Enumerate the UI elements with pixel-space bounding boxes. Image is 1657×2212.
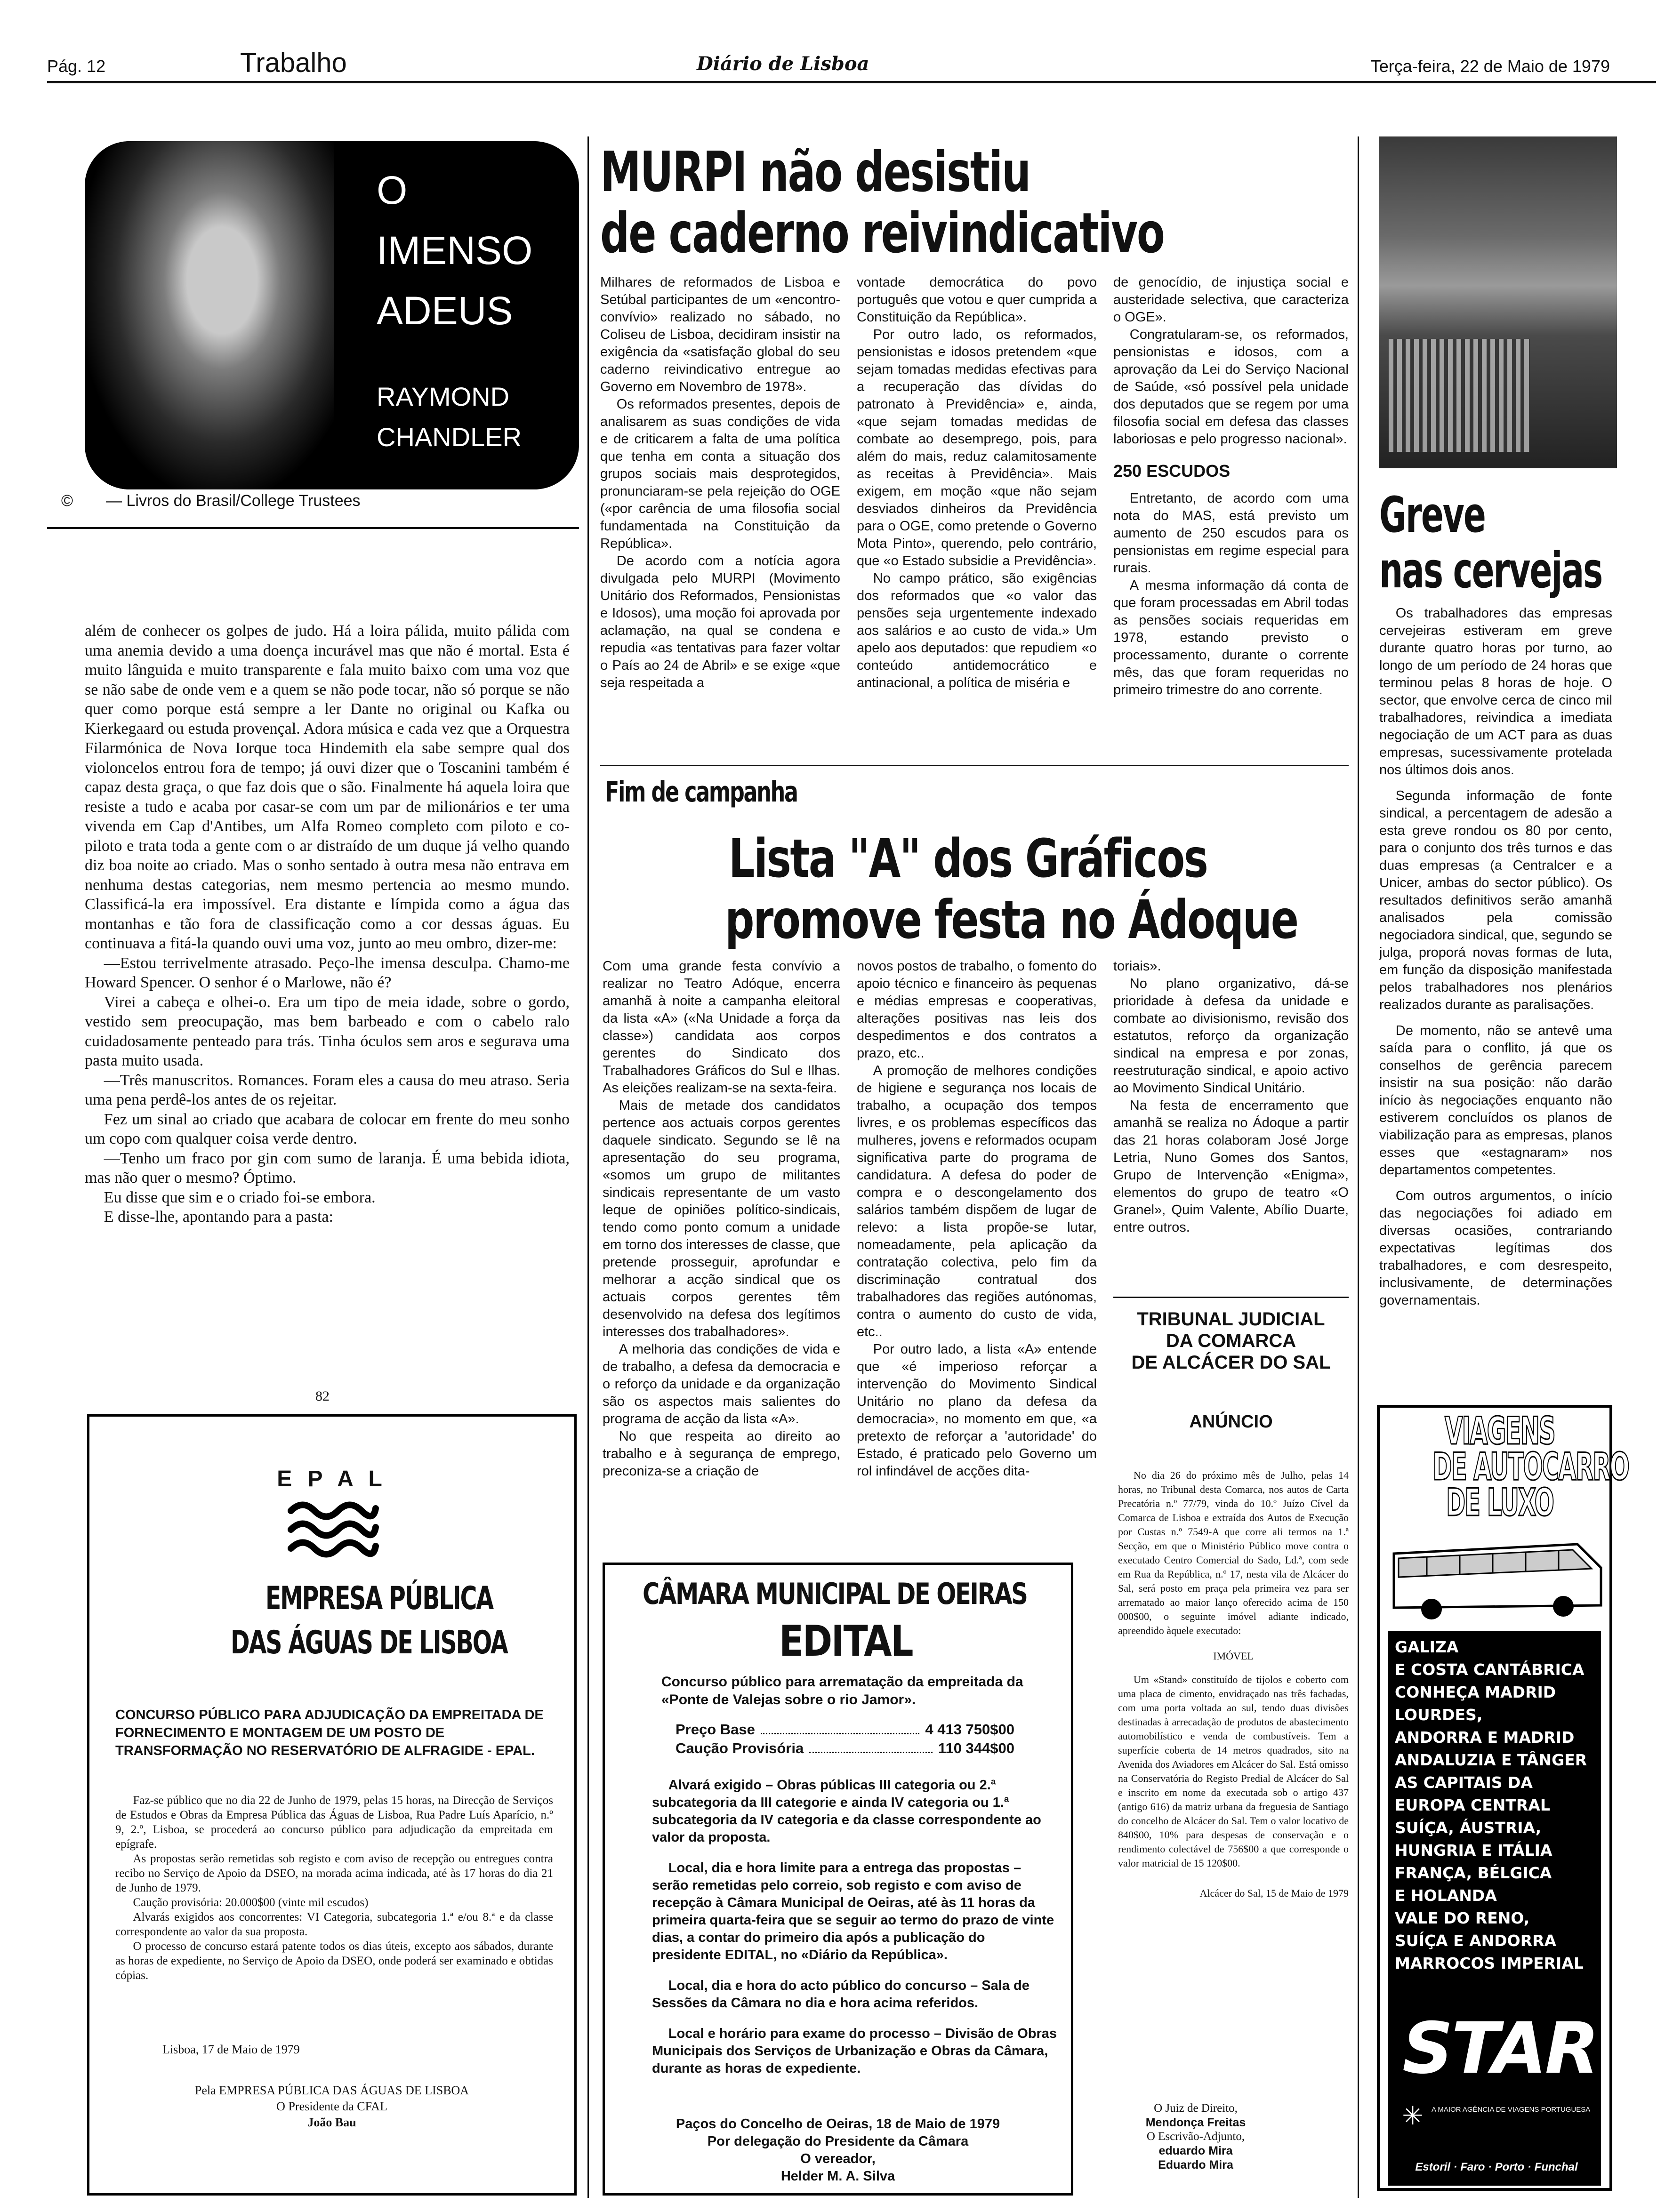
star-places: Estoril · Faro · Porto · Funchal — [1415, 2161, 1578, 2173]
oeiras-title: CÂMARA MUNICIPAL DE OEIRAS — [643, 1577, 1027, 1611]
graficos-col-2: novos postos de trabalho, o fomento do apoio técnico e financeiro às pequenas e médias empresas e cooperativas, alterações positivas nas leis dos despedimentos e dos contratos a prazo, etc.. A promoção de melhores condições de higiene e segurança nos locais de trabalho, a ocupação dos tempos livres, e os problemas específicos das mulheres, jovens e reformados ocupam significativa parte do programa de candidatura. A defesa do poder de compra e o descongelamento dos salários também dispõem de lugar de relevo: a lista propõe-se lutar, nomeadamente, pela aplicação da contratação colectiva, pelo fim da discriminação contratual dos trabalhadores das regiões autónomas, contra o aumento do custo de vida, etc.. Por outro lado, a lista «A» entende que «é imperioso reforçar a intervenção do Movimento Sindical Unitário no plano da defesa da democracia», no momento em que, «a pretexto de reforçar a 'autoridade' do Estado, é praticado pelo Governo um rol infindável de acções dita- — [857, 959, 1097, 1479]
epal-notice — [87, 1414, 577, 2196]
copyright-icon: © — [61, 492, 73, 510]
excerpt-folio: 82 — [315, 1388, 330, 1404]
issue-date: Terça-feira, 22 de Maio de 1979 — [1370, 56, 1610, 76]
murpi-headline: MURPI não desistiu de caderno reivindicativo — [600, 139, 1164, 265]
greve-headline: Greve nas cervejas — [1379, 486, 1602, 599]
chandler-credit: © — Livros do Brasil/College Trustees — [61, 492, 361, 510]
greve-article: Os trabalhadores das empresas cervejeiras estiveram em greve durante quatro horas por turno, ao longo de um período de 24 horas que terminou pelas 8 horas de hoje. O sector, que envolve cerca de cinco mil trabalhadores, reivindica a imediata negociação de um ACT para as duas empresas, sucessivamente protelada nos últimos dois anos. Segunda informação de fonte sindical, a percentagem de adesão a esta greve rondou os 80 por cento, para o conjunto dos três turnos e das duas empresas (a Centralcer e a Unicer, ambas do sector público). Os resultados definitivos serão amanhã analisados pela comissão negociadora sindical, que, segundo se julga, proporá novas formas de luta, em função da disposição manifestada pelos trabalhadores nos plenários realizados durante as paralisações. De momento, não se antevê uma saída para o conflito, já que os conselhos de gerência parecem insistir na sua posição: não darão início às negociações enquanto não estiverem concluídos os planos de viabilização para as empresas, planos esses que «estagnaram» nos departamentos competentes. Com outros argumentos, o início das negociações foi adiado em diversas ocasiões, contrariando expectativas legítimas dos trabalhadores, e com desrespeito, inclusivamente, de determinações governamentais. — [1379, 606, 1612, 1308]
brewery-photo — [1379, 136, 1617, 468]
epal-date: Lisboa, 17 de Maio de 1979 — [162, 2043, 300, 2056]
author-portrait — [85, 141, 334, 489]
chandler-author: RAYMOND CHANDLER — [377, 382, 522, 452]
murpi-col-2: vontade democrática do povo português que votou e quer cumprida a Constituição da República». Por outro lado, os reformados, pensionistas e idosos pretendem «que sejam tomadas medidas efectivas para a recuperação das dívidas do patronato à Previdência» e, ainda, «que sejam tomadas medidas de combate ao desemprego, pois, para além do mais, reduz calamitosamente as receitas à Previdência». Mais exigem, em moção «que não sejam desviados dinheiros da Previdência para o OGE, como pretende o Governo Mota Pinto», querendo, pelo contrário, que «o Estado subsidie a Previdência». No campo prático, são exigências dos reformados que «o valor das pensões seja urgentemente indexado aos salários e ao custo de vida.» Um apelo aos deputados: que repudiem «o conteúdo antidemocrático e antinacional, a política de miséria e — [857, 275, 1097, 690]
oeiras-intro: Concurso público para arrematação da empreitada da «Ponte de Valejas sobre o rio Jamor». — [661, 1674, 1023, 1707]
star-logo: STAR — [1402, 2008, 1598, 2090]
water-waves-icon — [286, 1499, 380, 1563]
header-rule — [47, 81, 1656, 83]
epal-body: Faz-se público que no dia 22 de Junho de 1979, pelas 15 horas, na Direcção de Serviços de Estudos e Obras da Empresa Pública das Águas de Lisboa, Rua Padre Luís Aparício, n.º 9, 2.º, Lisboa, se procederá ao concurso público para adjudicação da empreitada em epígrafe. As propostas serão remetidas sob registo e com aviso de recepção ou entregues contra recibo no Serviço de Apoio da DSEO, na morada acima indicada, até às 17 horas do dia 21 de Junho de 1979. Caução provisória: 20.000$00 (vinte mil escudos) Alvarás exigidos aos concorrentes: VI Categoria, subcategoria 1.ª e/ou 8.ª e da classe correspondente ao valor da sua proposta. O processo de concurso estará patente todos os dias úteis, excepto aos sábados, durante as horas de expediente, no Serviço de Apoio da DSEO, onde poderá ser examinado e obtidas cópias. — [115, 1794, 553, 1982]
murpi-subhead: 250 ESCUDOS — [1113, 461, 1231, 481]
tribunal-anuncio: ANÚNCIO — [1189, 1412, 1273, 1432]
chandler-rule — [47, 527, 579, 529]
epal-signature: Pela EMPRESA PÚBLICA DAS ÁGUAS DE LISBOA O Presidente da CFAL João Bau — [194, 2084, 469, 2129]
star-icon: ✳ — [1402, 2102, 1424, 2130]
chandler-banner — [85, 141, 579, 489]
graficos-col-1: Com uma grande festa convívio a realizar no Teatro Adóque, encerra amanhã à noite a campanha eleitoral da lista «A» («Na Unidade a força da classe») candidata aos corpos gerentes do Sindicato dos Trabalhadores Gráficos do Sul e Ilhas. As eleições realizam-se na sexta-feira. Mais de metade dos candidatos pertence aos actuais corpos gerentes daquele sindicato. Segundo se lê na apresentação do seu programa, «somos um grupo de militantes sindicais representante de um vasto leque de opiniões político-sindicais, tendo como ponto comum a unidade em torno dos interesses de classe, que pretende prosseguir, aprofundar e melhorar a acção sindical que os actuais corpos gerentes têm desenvolvido na defesa dos legítimos interesses dos trabalhadores». A melhoria das condições de vida e de trabalho, a defesa da democracia e o reforço da unidade e da organização são os aspectos mais salientes do programa de acção da lista «A». No que respeita ao direito ao trabalho e à segurança de emprego, preconiza-se a criação de — [603, 959, 840, 1479]
graficos-kicker: Fim de campanha — [605, 776, 797, 809]
graficos-col-3: toriais». No plano organizativo, dá-se prioridade à defesa da unidade e combate ao divisionismo, revisão dos estatutos, reforço da organização sindical na empresa e por zonas, reestruturação sindical, e apoio activo ao Movimento Sindical Unitário. Na festa de encerramento que amanhã se realiza no Ádoque a partir das 21 horas colaboram José Jorge Letria, Nuno Gomes dos Santos, Grupo de Intervenção «Enigma», elementos do grupo de teatro «O Granel», Quim Valente, Abílio Duarte, entre outros. — [1113, 959, 1349, 1235]
chandler-title: O IMENSO ADEUS — [377, 168, 533, 333]
oeiras-prices: Preço Base 4 413 750$00 Caução Provisória 110 344$00 — [676, 1721, 1014, 1756]
tribunal-title: TRIBUNAL JUDICIAL DA COMARCA DE ALCÁCER DO SAL — [1131, 1309, 1331, 1373]
star-tagline: A MAIOR AGÊNCIA DE VIAGENS PORTUGUESA — [1432, 2106, 1591, 2114]
destinations-panel — [1388, 1631, 1601, 2186]
graficos-headline: Lista "A" dos Gráficos promove festa no Ádoque — [725, 828, 1298, 951]
oeiras-body: Alvará exigido – Obras públicas III categoria ou 2.ª subcategoria da III categorie e ainda IV categoria ou 1.ª subcategoria da IV categoria e da classe correspondente ao valor da proposta. Local, dia e hora limite para a entrega das propostas – serão remetidas pelo correio, sob registo e com aviso de recepção à Câmara Municipal de Oeiras, até às 11 horas da primeira quarta-feira que se seguir ao termo do prazo de vinte dias, a contar do primeiro dia após a publicação do presidente EDITAL, no «Diário da República». Local, dia e hora do acto público do concurso – Sala de Sessões da Câmara no dia e hora acima referidos. Local e horário para exame do processo – Divisão de Obras Municipais dos Serviços de Urbanização e Obras da Câmara, durante as horas de expediente. — [652, 1778, 1057, 2076]
column-rule-left — [587, 136, 589, 2198]
section-title: Trabalho — [240, 48, 347, 78]
tribunal-top-rule — [1113, 1297, 1349, 1298]
viagens-ad — [1377, 1405, 1629, 2191]
destinations-list: GALIZA E COSTA CANTÁBRICA CONHEÇA MADRID LOURDES, ANDORRA E MADRID ANDALUZIA E TÂNGER AS CAPITAIS DA EUROPA CENTRAL SUÍÇA, ÁUSTRIA, HUNGRIA E ITÁLIA FRANÇA, BÉLGICA E HOLANDA VALE DO RENO, SUÍÇA E ANDORRA MARROCOS IMPERIAL — [1395, 1638, 1587, 1972]
epal-title: CONCURSO PÚBLICO PARA ADJUDICAÇÃO DA EMPREITADA DE FORNECIMENTO E MONTAGEM DE UM POSTO DE TRANSFORMAÇÃO NO RESERVATÓRIO DE ALFRAGIDE - EPAL. — [115, 1707, 544, 1758]
viagens-headline: VIAGENS DE AUTOCARRO DE LUXO — [1432, 1409, 1629, 1524]
tribunal-body: No dia 26 do próximo mês de Julho, pelas 14 horas, no Tribunal desta Comarca, nos autos de Carta Precatória n.º 77/79, vinda do 10.º Juízo Cível da Comarca de Lisboa e extraída dos Autos de Execução por Custas n.º 7549-A que corre ali termos na 1.ª Secção, em que o Ministério Público move contra o executado Centro Comercial do Sado, Ld.ª, com sede em Rua da República, n.º 17, nesta vila de Alcácer do Sal, será posto em praça pela primeira vez para ser arrematado ao maior lanço oferecido acima de 150 000$00, o seguinte imóvel adiante indicado, apreendido àquele executado: IMÓVEL Um «Stand» constituído de tijolos e coberto com uma placa de cimento, envidraçado nas três fachadas, com uma porta voltada ao sul, tendo duas divisões destinadas à arrecadação de produtos de abastecimento automobilístico e venda de combustíveis. Tem a superfície coberta de 14 metros quadrados, sito na Avenida dos Aviadores em Alcácer do Sal. Está omisso na Conservatória do Registo Predial de Alcácer do Sal e inscrito em nome da executada sob o artigo 437 (antigo 616) da matriz urbana da freguesia de Santiago do concelho de Alcácer do Sal. Tem o valor locativo de 840$00, 10% para despesas de conservação e o rendimento colectável de 756$00 a que corresponde o valor matricial de 15 120$00. Alcácer do Sal, 15 de Maio de 1979 — [1118, 1469, 1349, 1899]
bus-illustration — [1389, 1525, 1606, 1622]
epal-name: EMPRESA PÚBLICA DAS ÁGUAS DE LISBOA — [231, 1580, 507, 1661]
column-rule-right — [1358, 136, 1359, 2198]
masthead: Diário de Lisboa — [697, 53, 869, 75]
graficos-top-rule — [600, 765, 1349, 766]
oeiras-edital: EDITAL — [779, 1617, 913, 1666]
oeiras-signature: Paços do Concelho de Oeiras, 18 de Maio de 1979 Por delegação do Presidente da Câmara O vereador, Helder M. A. Silva — [676, 2116, 1000, 2184]
murpi-col-1: Milhares de reformados de Lisboa e Setúbal participantes de um «encontro-convívio» realizado no sábado, no Coliseu de Lisboa, decidiram insistir na exigência da «satisfação global do seu caderno reivindicativo entregue ao Governo em Novembro de 1978». Os reformados presentes, depois de analisarem as suas condições de vida e de criticarem a falta de uma política que tenha em conta a situação dos grupos sociais mais desprotegidos, pronunciaram-se pela rejeição do OGE («por carência de uma filosofia social fundamentada na Constituição da República». De acordo com a notícia agora divulgada pelo MURPI (Movimento Unitário dos Reformados, Pensionistas e Idosos), uma moção foi aprovada por aclamação, na qual se condena e repudia «as tentativas para fazer voltar o País ao 24 de Abril» e se exige «que seja respeitada a — [600, 275, 840, 690]
chandler-excerpt: além de conhecer os golpes de judo. Há a loira pálida, muito pálida com uma anemia devido a uma doença incurável mas que não é mortal. Esta é muito lânguida e muito transparente e fala muito baixo com uma voz que se não sabe de onde vem e a quem se não pode tocar, não só porque se não quer como porque está sempre a ler Dante no original ou Kafka ou Kierkegaard ou estuda provençal. Adora música e cada vez que a Orquestra Filarmónica de Nova Iorque toca Hindemith ela sabe sempre qual dos violoncelos entrou fora de tempo; já ouvi dizer que o Toscanini também é capaz desta graça, o que faz dois que o são. Finalmente há aquela loira que resiste a tudo e acaba por casar-se com um par de milionários e ter uma vivenda em Cap d'Antibes, um Alfa Romeo completo com piloto e co-piloto e trata toda a gente com o ar distraído de um duque já velho quando diz boa noite ao criado. Mas o sonho sentado à outra mesa não entrava em nenhuma destas categorias, nem mesmo pertencia ao mesmo mundo. Classificá-la era impossível. Era distante e límpida como a água das montanhas e tão fora de classificação como a cor dessas águas. Eu continuava a fitá-la quando ouvi uma voz, junto ao meu ombro, dizer-me: —Estou terrivelmente atrasado. Peço-lhe imensa desculpa. Chamo-me Howard Spencer. O senhor é o Marlowe, não é? Virei a cabeça e olhei-o. Era um tipo de meia idade, sobre o gordo, vestido sem preocupação, mas bem barbeado e com o cabelo ralo cuidadosamente penteado para trás. Tinha óculos sem aros e segurava uma pasta muito usada. —Três manuscritos. Romances. Foram eles a causa do meu atraso. Seria uma pena perdê-los antes de os rejeitar. Fez um sinal ao criado que acabara de colocar em frente do meu sonho um copo com qualquer coisa verde dentro. —Tenho um fraco por gin com sumo de laranja. É uma bebida idiota, mas não quer o mesmo? Óptimo. Eu disse que sim e o criado foi-se embora. E disse-lhe, apontando para a pasta: — [85, 622, 570, 1226]
murpi-col-3: de genocídio, de injustiça social e austeridade selectiva, que caracteriza o OGE». Congratularam-se, os reformados, pensionistas e idosos, com a aprovação da Lei do Serviço Nacional de Saúde, «só possível pela unidade dos deputados que se regem por uma filosofia social em defesa das classes laboriosas e pelo progresso nacional». 250 ESCUDOS Entretanto, de acordo com uma nota do MAS, está previsto um aumento de 250 escudos para os pensionistas em regime especial para rurais. A mesma informação dá conta de que foram processadas em Abril todas as pensões sociais requeridas em 1978, estando previsto o processamento, durante o corrente mês, das que foram requeridas no primeiro trimestre do ano corrente. — [1113, 275, 1349, 697]
brewery-photo-bottles — [1389, 339, 1530, 452]
page-number: Pág. 12 — [47, 56, 106, 76]
tribunal-signature: O Juiz de Direito, Mendonça Freitas O Escrivão-Adjunto, eduardo Mira Eduardo Mira — [1145, 2102, 1246, 2172]
oeiras-notice — [603, 1563, 1073, 2196]
epal-logo-text: E P A L — [277, 1467, 387, 1491]
